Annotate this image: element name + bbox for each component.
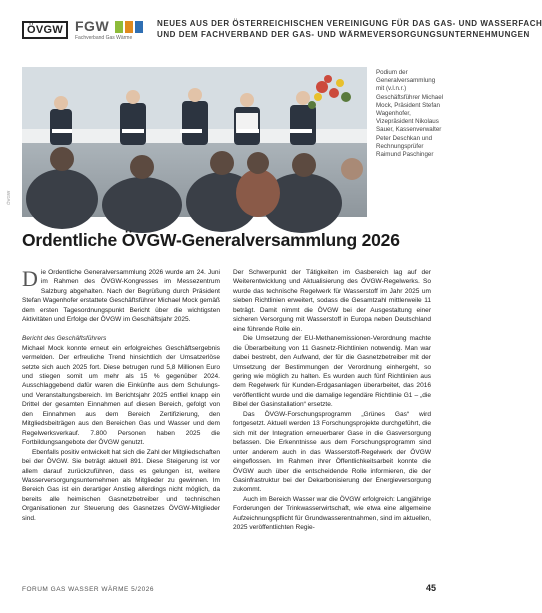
paragraph: Michael Mock konnte erneut ein erfolgreiches Geschäftsergebnis vermelden. Der erfreuliche Trend hinsichtlich der Umsatzerlöse setzte sich auch 2025 fort. Diese betrugen rund 5,8 Millionen Euro und stiegen somit um mehr als 15 % gegenüber 2024. Ausschlaggebend dafür waren die Einkünfte aus dem Schulungs- und Veranstaltungsbereich. Im Berichtsjahr 2025 entfiel knapp ein Drittel der gesamten Einnahmen auf diesen Bereich, gefolgt von den Einnahmen aus dem Bereich Zertifizierung, den Mitgliedsbeiträgen aus den Bereichen Gas und Wasser und dem Regelwerksverkauf. 7.800 Personen haben 2025 die Fortbildungsangebote der ÖVGW genutzt. [22,344,220,447]
photo-credit: ÖVGW [6,190,11,205]
drop-cap: D [22,266,38,291]
ovgw-logo: ÖVGW [22,21,68,39]
fgw-logo [75,18,147,44]
podium-photo [22,67,367,217]
section-subheading: Bericht des Geschäftsführers [22,335,107,343]
header-text [157,18,542,40]
footer-publication: FORUM GAS WASSER WÄRME 5/2026 [22,586,155,593]
page-number: 45 [426,583,437,593]
header-line-1: NEUES AUS DER ÖSTERREICHISCHEN VEREINIGUNG FÜR DAS GAS- UND WASSERFACH [157,19,542,28]
paragraph: Ebenfalls positiv entwickelt hat sich die Zahl der Mitgliedschaften bei der ÖVGW. Sie beträgt aktuell 891. Diese Steigerung ist vor allem darauf zurückzuführen, dass es gelungen ist, weitere Wasserversorgungsunternehmen als Mitglieder zu gewinnen. Im Bereich Gas ist ein derartiger Anstieg allerdings nicht möglich, da bereits alle heimischen Gasnetzbetreiber und technischen Organisationen zur Steuerung des Gasnetzes ÖVGW-Mitglieder sind. [22,448,220,522]
paragraph: Die Umsetzung der EU-Methanemissionen-Verordnung machte die Überarbeitung von 11 Gasnetz-Richtlinien notwendig. Man war dabei bestrebt, den Aufwand, der für die Gasnetzbetreiber mit der Umsetzung der Bestimmungen der Verordnung einhergeht, so gering wie möglich zu halten. Es wurden auch fünf Richtlinien aus dem Regelwerk für Kunden-Erdgasanlagen überarbeitet, das 2016 veröffentlicht wurde und die damalige legendäre Richtlinie G1 – „die Bibel der Gasinstallation“ ersetzte. [233,335,431,409]
page-header [22,18,542,48]
article-column-left [22,268,220,523]
header-line-2: UND DEM FACHVERBAND DER GAS- UND WÄRMEVERSORGUNGSUNTERNEHMUNGEN [157,30,530,39]
paragraph: Auch im Bereich Wasser war die ÖVGW erfolgreich: Langjährige Forderungen der Trinkwasserwirtschaft, wie etwa eine allgemeine Aufzeichnungspflicht für Grundwasserentnahmen, sind im aktuellen, 2025 veröffentlichten Regie- [233,495,431,532]
photo-caption: Podium der Generalversammlung mit (v.l.n.r.) Geschäftsführer Michael Mock, Präsident Stefan Wagenhofer, Vizepräsident Nikolaus Sauer, Kassenverwalter Peter Deschkan und Rechnungsprüfer Raimund Paschinger [376,69,444,159]
fgw-logo-subtitle: Fachverband Gas Wärme [75,35,133,41]
fgw-logo-word: FGW [75,18,110,34]
article-title: Ordentliche ÖVGW-Generalversammlung 2026 [22,230,400,250]
paragraph: Das ÖVGW-Forschungsprogramm „Grünes Gas“ wird fortgesetzt. Aktuell werden 13 Forschungsprojekte durchgeführt, die sich mit der Integration erneuerbarer Gase in die Gasversorgung befassen. Die Erkenntnisse aus dem Forschungsprogramm sind unter anderem auch in das Wasserstoff-Regelwerk der ÖVGW eingeflossen. Im Rahmen ihrer Öffentlichkeitsarbeit konnte die ÖVGW auch über die entscheidende Rolle informieren, die der Gasinfrastruktur bei der Dekarbonisierung der Energieversorgung zukommt. [233,410,431,494]
fgw-logo-icon [115,21,143,33]
paragraph: Der Schwerpunkt der Tätigkeiten im Gasbereich lag auf der Weiterentwicklung und Aktualisierung des ÖVGW-Regelwerks. So wurde das technische Regelwerk für Wasserstoff im Jahr 2025 um sieben Richtlinien erweitert, sodass die Gesamtzahl mittlerweile 11 beträgt. Damit nimmt die ÖVGW bei der Ausgestaltung einer sicheren Versorgung mit Wasserstoff in Europa neben Deutschland eine führende Rolle ein. [233,269,431,333]
article-column-right [233,268,431,533]
paragraph: Die Ordentliche Generalversammlung 2026 wurde am 24. Juni im Rahmen des ÖVGW-Kongresses im Messezentrum Salzburg abgehalten. Nach der Begrüßung durch Präsident Stefan Wagenhofer erstattete Geschäftsführer Michael Mock gemäß dem ersten Tagesordnungspunkt Bericht über die wichtigsten Aktivitäten und Erfolge der ÖVGW im Geschäftsjahr 2025. [22,266,220,324]
podium-photo-illustration [22,67,367,217]
